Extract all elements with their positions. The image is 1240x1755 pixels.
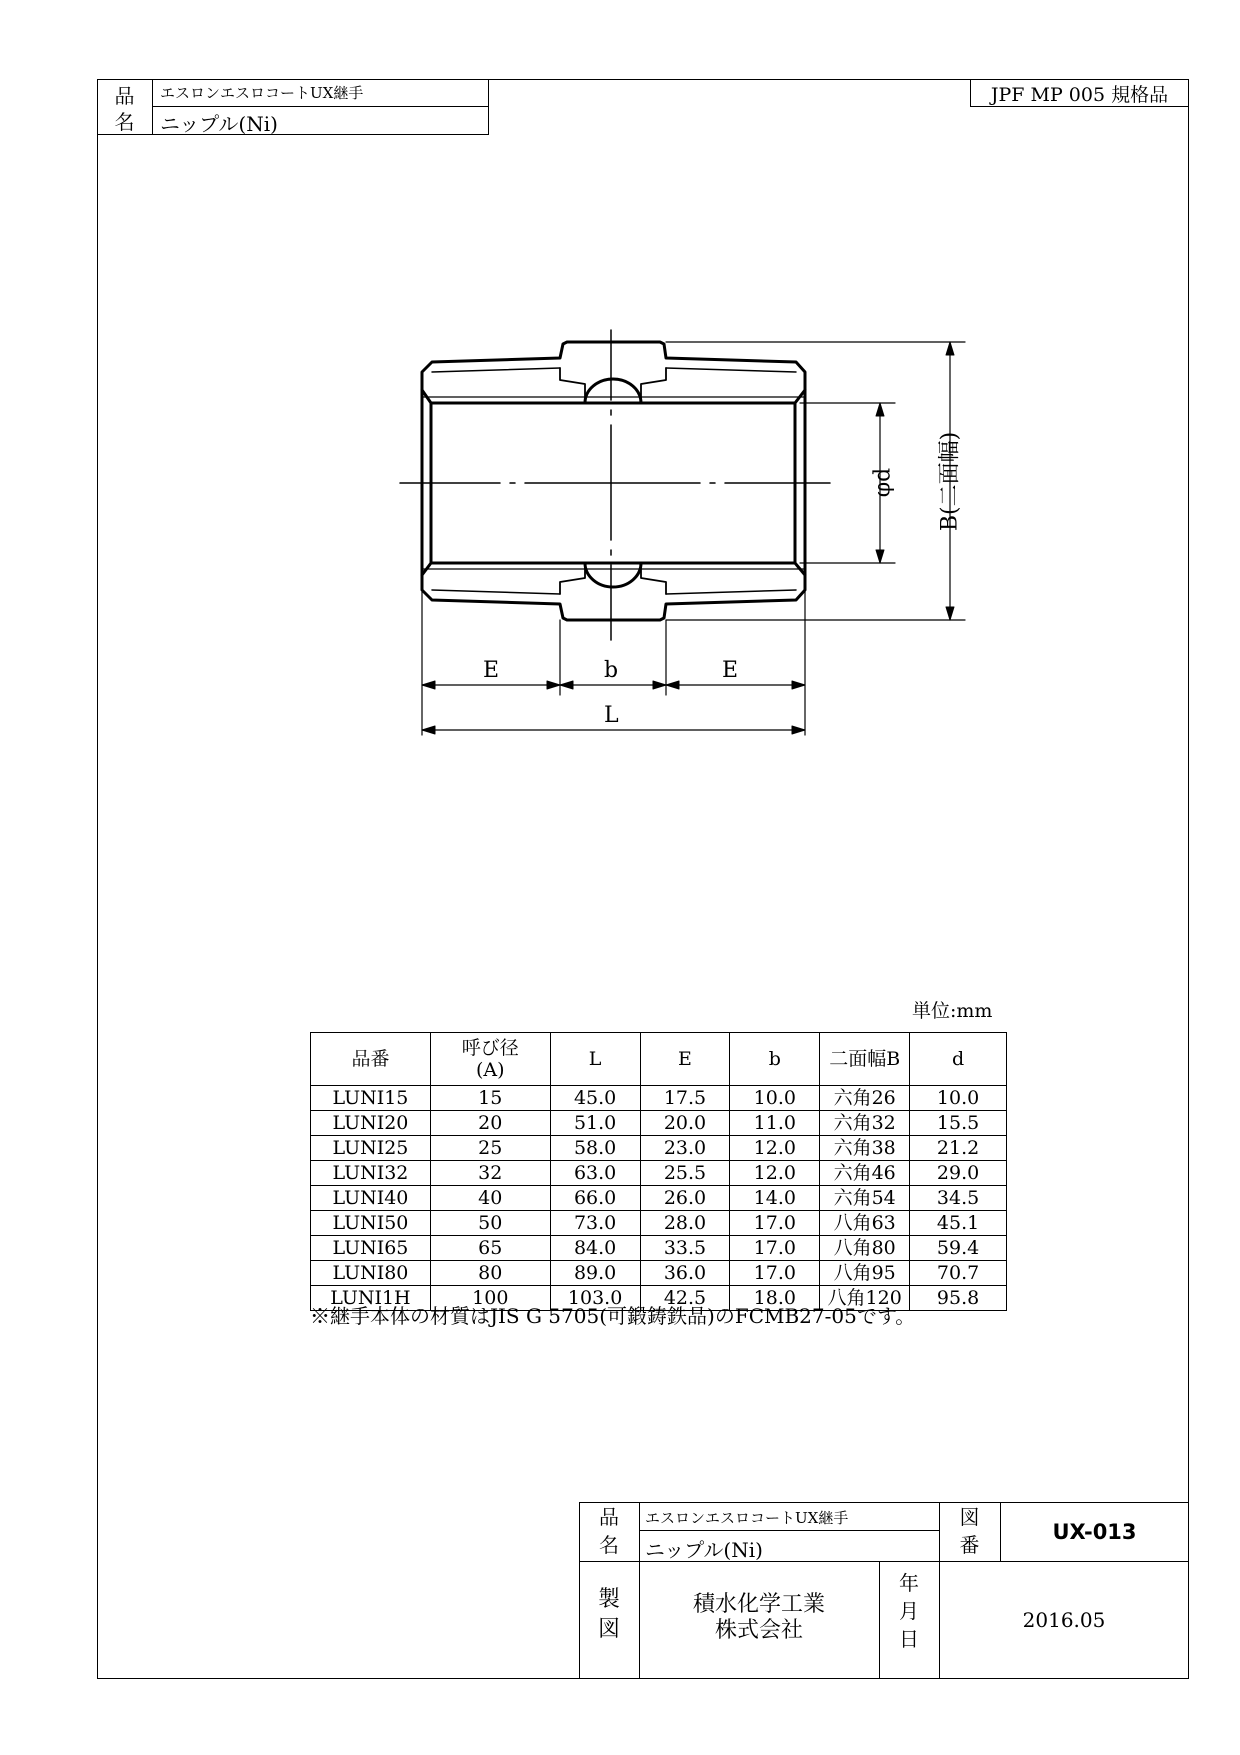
cell: LUNI32 — [311, 1161, 431, 1186]
hex-bump-top — [585, 379, 641, 403]
cell: 32 — [430, 1161, 550, 1186]
cell: 17.0 — [730, 1236, 820, 1261]
col-header-b: b — [730, 1033, 820, 1086]
tb-label-ban: 番 — [959, 1532, 980, 1557]
cell: 17.0 — [730, 1261, 820, 1286]
cell: 45.0 — [550, 1086, 640, 1111]
cell: 73.0 — [550, 1211, 640, 1236]
header-series: エスロンエスロコートUX継手 — [160, 84, 364, 102]
cell: LUNI40 — [311, 1186, 431, 1211]
header-label-hin: 品 — [114, 83, 135, 108]
cell: 34.5 — [910, 1186, 1007, 1211]
table-row — [311, 1086, 1007, 1111]
cell: 36.0 — [640, 1261, 730, 1286]
spec-table — [310, 1032, 1007, 1311]
cell: 六角26 — [820, 1086, 910, 1111]
cell: LUNI25 — [311, 1136, 431, 1161]
cell: LUNI80 — [311, 1261, 431, 1286]
tb-label-hin: 品 — [599, 1505, 619, 1529]
outer-thread-top — [432, 368, 796, 372]
dim-label-phi-d: φd — [870, 467, 896, 498]
cell: LUNI15 — [311, 1086, 431, 1111]
cell: 63.0 — [550, 1161, 640, 1186]
cell: 103.0 — [550, 1286, 640, 1311]
cell: 六角32 — [820, 1111, 910, 1136]
cell: 20.0 — [640, 1111, 730, 1136]
cell: 18.0 — [730, 1286, 820, 1311]
cell: 六角54 — [820, 1186, 910, 1211]
dim-label-b: b — [604, 658, 619, 683]
tb-label-sei: 製 — [597, 1587, 620, 1613]
cell: 23.0 — [640, 1136, 730, 1161]
col-header-nominal: 呼び径 (A) — [430, 1033, 550, 1086]
cell: 20 — [430, 1111, 550, 1136]
cell: 25.5 — [640, 1161, 730, 1186]
table-row — [311, 1186, 1007, 1211]
cell: LUNI1H — [311, 1286, 431, 1311]
table-row — [311, 1211, 1007, 1236]
cell: 17.0 — [730, 1211, 820, 1236]
outer-profile-top — [422, 342, 805, 390]
cell: 80 — [430, 1261, 550, 1286]
cell: 95.8 — [910, 1286, 1007, 1311]
table-row — [311, 1261, 1007, 1286]
cell: 33.5 — [640, 1236, 730, 1261]
table-row — [311, 1111, 1007, 1136]
cell: 17.5 — [640, 1086, 730, 1111]
cell: LUNI65 — [311, 1236, 431, 1261]
cell: 70.7 — [910, 1261, 1007, 1286]
cell: 14.0 — [730, 1186, 820, 1211]
cell: 29.0 — [910, 1161, 1007, 1186]
col-header-E: E — [640, 1033, 730, 1086]
cell: 六角38 — [820, 1136, 910, 1161]
dim-label-L: L — [604, 703, 619, 728]
header-product: ニップル(Ni) — [160, 112, 278, 136]
dim-label-E-left: E — [483, 658, 500, 683]
hex-bump-bottom — [585, 563, 641, 587]
spec-header-row — [311, 1033, 1007, 1086]
outer-thread-bottom — [432, 590, 796, 594]
cell: 六角46 — [820, 1161, 910, 1186]
cell: 84.0 — [550, 1236, 640, 1261]
cell: 51.0 — [550, 1111, 640, 1136]
dim-label-E-right: E — [722, 658, 739, 683]
cell: 八角80 — [820, 1236, 910, 1261]
cell: 八角95 — [820, 1261, 910, 1286]
tb-label-zu2: 図 — [597, 1617, 620, 1643]
cell: 26.0 — [640, 1186, 730, 1211]
cell: 八角120 — [820, 1286, 910, 1311]
material-note: ※継手本体の材質はJIS G 5705(可鍛鋳鉄品)のFCMB27-05です。 — [310, 1304, 916, 1328]
drawing-number: UX-013 — [1052, 1519, 1137, 1544]
standard-label: JPF MP 005 規格品 — [990, 83, 1169, 106]
tb-label-tsuki: 月 — [899, 1598, 919, 1623]
title-block-hline-series — [639, 1530, 939, 1531]
hex-body-top — [560, 368, 666, 403]
cell: 10.0 — [910, 1086, 1007, 1111]
tb-label-hi: 日 — [899, 1626, 919, 1651]
table-row — [311, 1236, 1007, 1261]
col-header-part-no: 品番 — [311, 1033, 431, 1086]
cell: 21.2 — [910, 1136, 1007, 1161]
cell: 59.4 — [910, 1236, 1007, 1261]
dim-label-B: B(二面幅) — [937, 431, 963, 532]
tb-company-2: 株式会社 — [714, 1617, 803, 1643]
unit-label: 単位:mm — [912, 1000, 993, 1022]
cell: 28.0 — [640, 1211, 730, 1236]
cell: 65 — [430, 1236, 550, 1261]
header-label-mei: 名 — [114, 110, 135, 134]
col-header-L: L — [550, 1033, 640, 1086]
cell: 八角63 — [820, 1211, 910, 1236]
table-row — [311, 1161, 1007, 1186]
cell: 15.5 — [910, 1111, 1007, 1136]
cell: 12.0 — [730, 1136, 820, 1161]
cell: 58.0 — [550, 1136, 640, 1161]
cell: LUNI50 — [311, 1211, 431, 1236]
tb-label-mei: 名 — [599, 1532, 619, 1557]
col-header-B: 二面幅B — [820, 1033, 910, 1086]
tb-label-zu: 図 — [959, 1505, 980, 1529]
cell: LUNI20 — [311, 1111, 431, 1136]
hex-body-bottom — [560, 563, 666, 594]
cell: 12.0 — [730, 1161, 820, 1186]
tb-label-nen: 年 — [899, 1570, 919, 1595]
col-header-d: d — [910, 1033, 1007, 1086]
cell: 11.0 — [730, 1111, 820, 1136]
tb-date: 2016.05 — [1022, 1608, 1106, 1632]
cell: 40 — [430, 1186, 550, 1211]
tb-product: ニップル(Ni) — [645, 1538, 763, 1562]
cell: 50 — [430, 1211, 550, 1236]
B-extension — [666, 342, 965, 620]
tb-company-1: 積水化学工業 — [692, 1591, 825, 1617]
nipple-drawing — [0, 0, 1240, 780]
cell: 89.0 — [550, 1261, 640, 1286]
cell: 45.1 — [910, 1211, 1007, 1236]
table-row — [311, 1136, 1007, 1161]
cell: 100 — [430, 1286, 550, 1311]
tb-series: エスロンエスロコートUX継手 — [645, 1509, 849, 1527]
cell: 25 — [430, 1136, 550, 1161]
cell: 42.5 — [640, 1286, 730, 1311]
cell: 10.0 — [730, 1086, 820, 1111]
cell: 66.0 — [550, 1186, 640, 1211]
cell: 15 — [430, 1086, 550, 1111]
